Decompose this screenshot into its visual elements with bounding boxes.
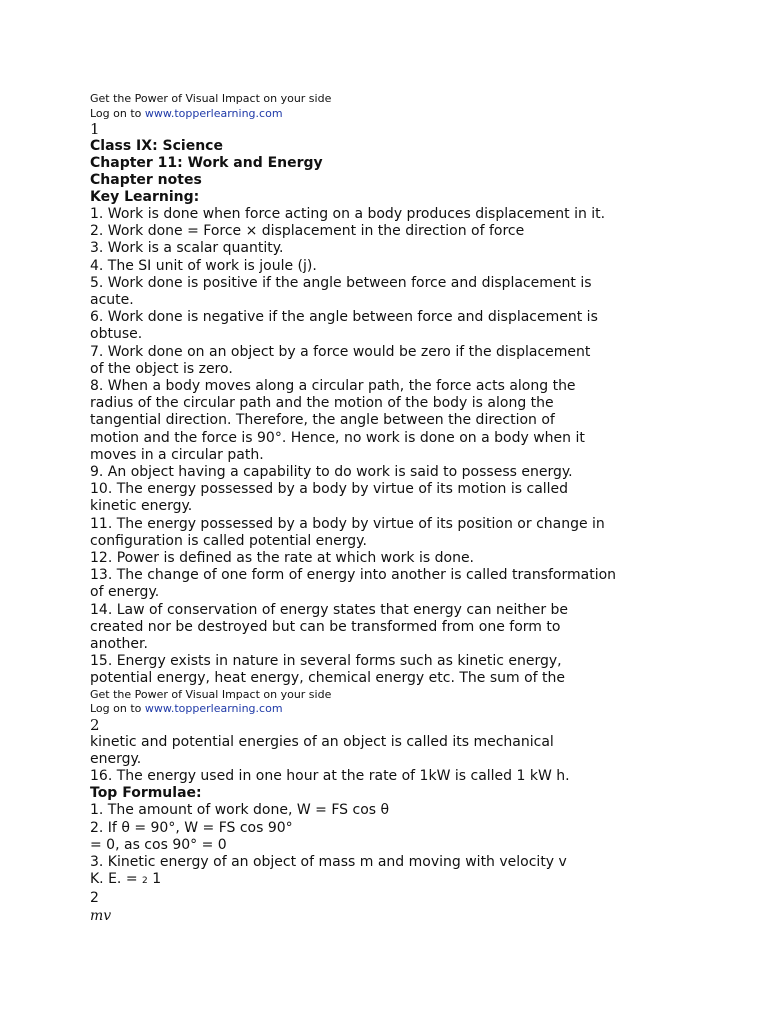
text-line: moves in a circular path.: [90, 446, 264, 463]
formulae-title: Top Formulae:: [90, 785, 202, 802]
banner-2: [90, 688, 730, 717]
formula-mv: mv: [90, 907, 112, 924]
logon-prefix: Log on to: [90, 106, 145, 120]
logon-prefix: Log on to: [90, 702, 145, 716]
class-title: Class IX: Science: [90, 138, 223, 154]
site-link[interactable]: www.topperlearning.com: [144, 106, 283, 120]
formula-line: 2: [90, 890, 99, 907]
text-line: of energy.: [90, 584, 160, 601]
ke-prefix: K. E. =: [90, 871, 143, 888]
banner-logon: [90, 107, 730, 122]
formulae-list: [90, 802, 730, 924]
text-line: 2. Work done = Force × displacement in the direction of force: [90, 223, 525, 240]
text-line: tangential direction. Therefore, the angle between the direction of: [90, 412, 555, 429]
formula-line: 1. The amount of work done, W = FS cos θ: [90, 802, 390, 819]
page-number-1: 1: [90, 120, 100, 138]
page-number-2: 2: [90, 715, 100, 734]
banner-tagline: Get the Power of Visual Impact on your side: [90, 687, 332, 701]
formula-line: = 0, as cos 90° = 0: [90, 836, 227, 853]
ke-small-digit: 2: [142, 876, 148, 887]
text-line: 8. When a body moves along a circular path, the force acts along the: [90, 378, 576, 395]
text-line: 12. Power is defined as the rate at which work is done.: [90, 550, 475, 567]
text-line: 5. Work done is positive if the angle between force and displacement is: [90, 274, 592, 291]
document-page: [90, 92, 730, 925]
text-line: 3. Work is a scalar quantity.: [90, 240, 284, 257]
continued-text: [90, 734, 730, 786]
banner-tagline: Get the Power of Visual Impact on your side: [90, 92, 332, 105]
text-line: radius of the circular path and the motion of the body is along the: [90, 395, 554, 412]
text-line: kinetic energy.: [90, 498, 193, 515]
kinetic-energy-formula: [90, 871, 730, 890]
site-link[interactable]: www.topperlearning.com: [144, 702, 283, 716]
text-line: potential energy, heat energy, chemical energy etc. The sum of the: [90, 670, 566, 687]
text-line: 9. An object having a capability to do work is said to possess energy.: [90, 464, 573, 481]
text-line: 11. The energy possessed by a body by virtue of its position or change in: [90, 515, 605, 532]
text-line: 14. Law of conservation of energy states that energy can neither be: [90, 601, 569, 618]
notes-title: Chapter notes: [90, 172, 202, 188]
formula-line: 3. Kinetic energy of an object of mass m and moving with velocity v: [90, 853, 567, 870]
banner-logon: [90, 702, 730, 717]
text-line: acute.: [90, 292, 134, 309]
text-line: 10. The energy possessed by a body by virtue of its motion is called: [90, 481, 569, 498]
text-line: kinetic and potential energies of an object is called its mechanical: [90, 733, 554, 750]
text-line: 4. The SI unit of work is joule (j).: [90, 257, 317, 274]
formula-line: 2. If θ = 90°, W = FS cos 90°: [90, 819, 293, 836]
text-line: 1. Work is done when force acting on a body produces displacement in it.: [90, 206, 606, 222]
text-line: configuration is called potential energy.: [90, 532, 367, 549]
text-line: obtuse.: [90, 326, 143, 343]
text-line: 16. The energy used in one hour at the rate of 1kW is called 1 kW h.: [90, 768, 570, 785]
text-line: 7. Work done on an object by a force would be zero if the displacement: [90, 343, 591, 360]
text-line: 6. Work done is negative if the angle between force and displacement is: [90, 309, 598, 326]
text-line: 13. The change of one form of energy into another is called transformation: [90, 567, 617, 584]
text-line: another.: [90, 636, 148, 653]
text-line: energy.: [90, 750, 142, 767]
key-learning-list: [90, 206, 730, 688]
key-learning-title: Key Learning:: [90, 189, 200, 205]
chapter-title: Chapter 11: Work and Energy: [90, 155, 323, 171]
text-line: of the object is zero.: [90, 360, 233, 377]
text-line: created nor be destroyed but can be transformed from one form to: [90, 618, 561, 635]
text-line: motion and the force is 90°. Hence, no work is done on a body when it: [90, 429, 585, 446]
ke-suffix: 1: [147, 871, 162, 888]
text-line: 15. Energy exists in nature in several forms such as kinetic energy,: [90, 653, 562, 670]
banner-1: [90, 92, 730, 121]
